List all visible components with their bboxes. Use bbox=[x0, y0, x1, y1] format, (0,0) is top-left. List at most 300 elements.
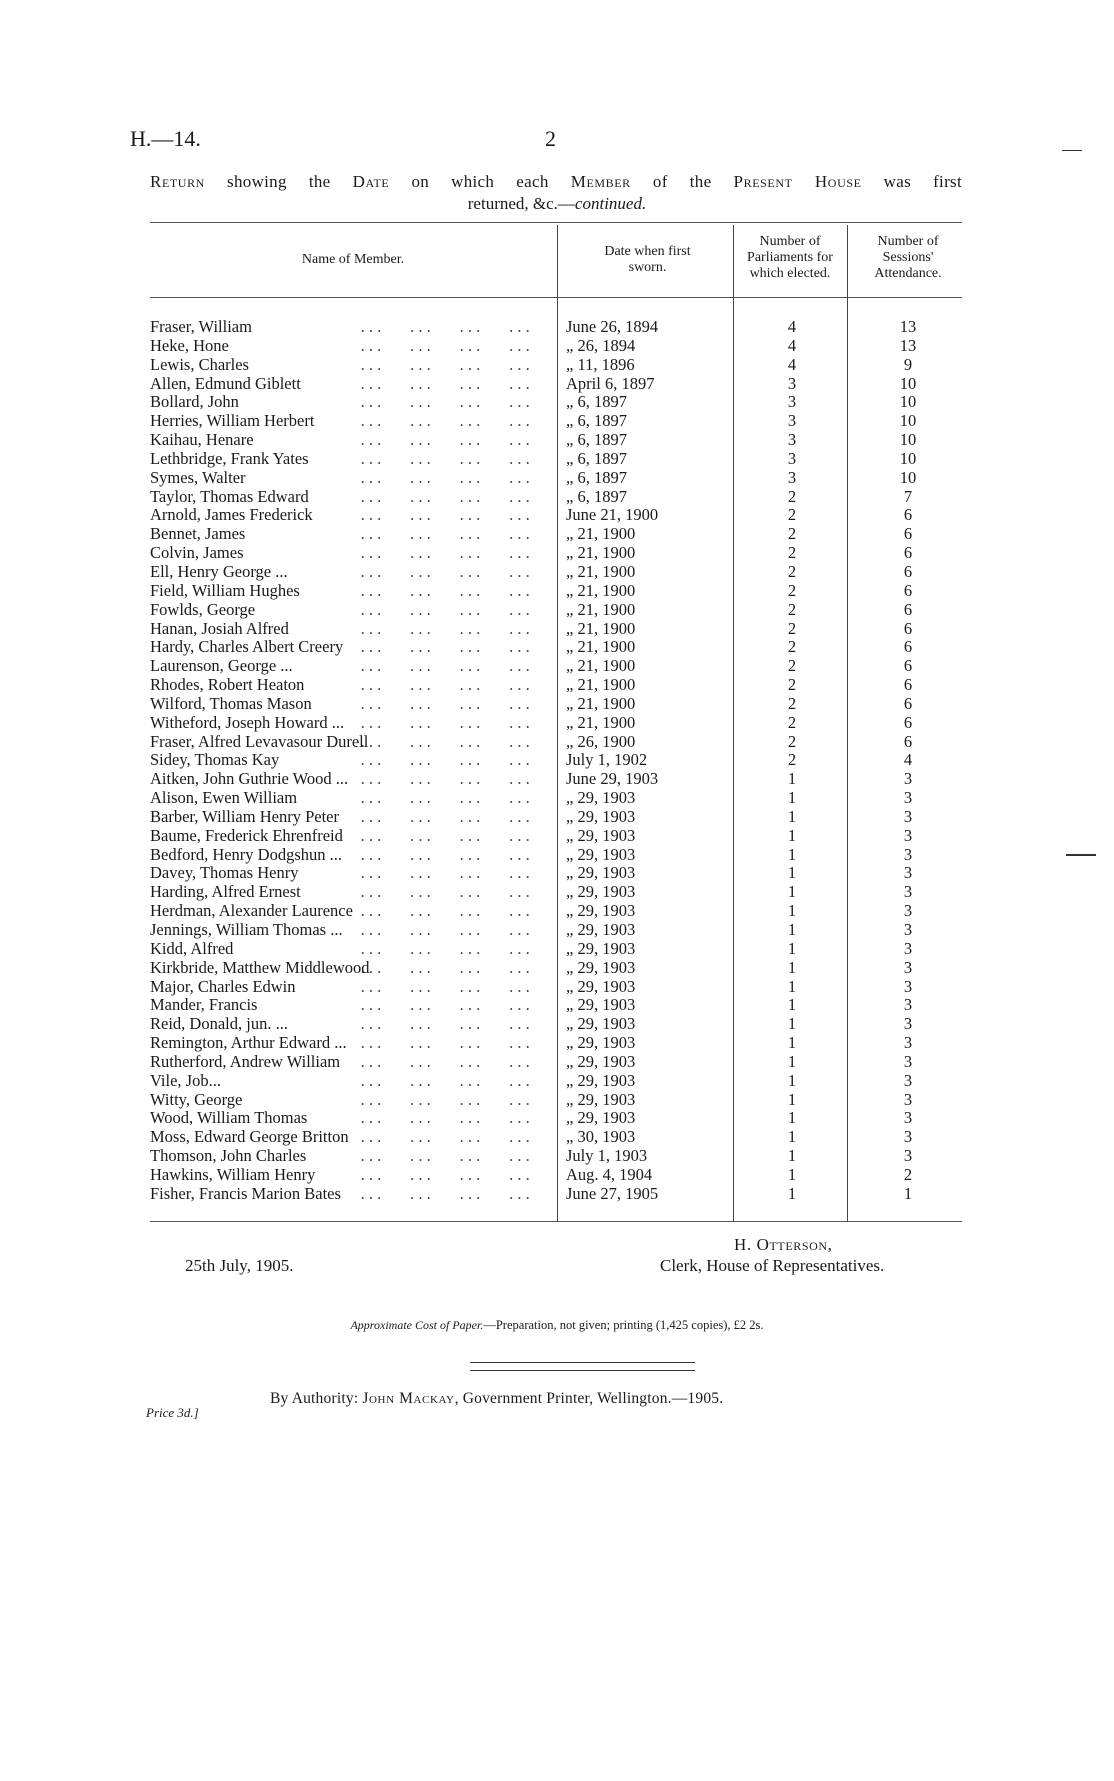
parliaments-count: 2 bbox=[787, 543, 797, 563]
member-name: Fraser, Alfred Levavasour Durell bbox=[150, 731, 369, 751]
parliaments-count: 1 bbox=[787, 995, 797, 1015]
parliaments-count: 1 bbox=[787, 882, 797, 902]
sessions-count: 6 bbox=[903, 637, 913, 657]
date-first-sworn: „ 11, 1896 bbox=[566, 354, 635, 374]
title-continued: continued. bbox=[574, 194, 647, 213]
parliaments-count: 3 bbox=[787, 373, 797, 393]
sessions-count: 6 bbox=[903, 580, 913, 600]
table-row bbox=[0, 751, 1114, 770]
table-row bbox=[0, 488, 1114, 507]
printer-rule-bottom bbox=[470, 1370, 695, 1371]
title-return: Return bbox=[150, 172, 205, 191]
member-name: Reid, Donald, jun. ... bbox=[150, 1014, 288, 1034]
member-name: Lewis, Charles bbox=[150, 354, 249, 374]
leader-dots: . . . . . . . . . . . . bbox=[360, 844, 538, 864]
sessions-count: 3 bbox=[903, 957, 913, 977]
leader-dots: . . . . . . . . . . . . bbox=[360, 656, 538, 676]
parliaments-count: 3 bbox=[787, 430, 797, 450]
parliaments-count: 4 bbox=[787, 317, 797, 336]
sessions-count: 4 bbox=[903, 750, 913, 770]
table-row bbox=[0, 1053, 1114, 1072]
parliaments-count: 1 bbox=[787, 769, 797, 789]
sessions-count: 6 bbox=[903, 675, 913, 695]
member-name: Rutherford, Andrew William bbox=[150, 1051, 341, 1071]
member-name: Symes, Walter bbox=[150, 467, 246, 487]
date-first-sworn: „ 21, 1900 bbox=[566, 618, 636, 638]
signatory-name: H. Otterson, bbox=[734, 1235, 833, 1254]
sessions-count: 10 bbox=[899, 411, 917, 431]
sessions-count: 6 bbox=[903, 599, 913, 619]
cost-text: —Preparation, not given; printing (1,425 copies), £2 2s. bbox=[483, 1318, 764, 1332]
leader-dots: . . . . . . . . . . . . bbox=[360, 957, 538, 977]
parliaments-count: 3 bbox=[787, 392, 797, 412]
member-name: Hanan, Josiah Alfred bbox=[150, 618, 289, 638]
table-row bbox=[0, 846, 1114, 865]
table-row bbox=[0, 996, 1114, 1015]
sessions-count: 3 bbox=[903, 938, 913, 958]
date-first-sworn: „ 21, 1900 bbox=[566, 599, 636, 619]
parliaments-count: 1 bbox=[787, 1014, 797, 1034]
title-present-house: Present House bbox=[733, 172, 862, 191]
parliaments-count: 1 bbox=[787, 863, 797, 883]
sessions-count: 10 bbox=[899, 392, 917, 412]
leader-dots: . . . . . . . . . . . . bbox=[360, 712, 538, 732]
sessions-count: 3 bbox=[903, 1051, 913, 1071]
parliaments-count: 1 bbox=[787, 825, 797, 845]
parliaments-count: 2 bbox=[787, 731, 797, 751]
member-name: Ell, Henry George ... bbox=[150, 561, 288, 581]
date-first-sworn: „ 21, 1900 bbox=[566, 524, 636, 544]
parliaments-count: 4 bbox=[787, 335, 797, 355]
date-first-sworn: „ 29, 1903 bbox=[566, 844, 636, 864]
member-name: Remington, Arthur Edward ... bbox=[150, 1033, 347, 1053]
parliaments-count: 1 bbox=[787, 1183, 797, 1203]
parliaments-count: 2 bbox=[787, 693, 797, 713]
date-first-sworn: „ 6, 1897 bbox=[566, 430, 627, 450]
sessions-count: 3 bbox=[903, 901, 913, 921]
parliaments-count: 1 bbox=[787, 1089, 797, 1109]
scan-mark bbox=[1066, 854, 1096, 856]
date-first-sworn: „ 29, 1903 bbox=[566, 1089, 636, 1109]
leader-dots: . . . . . . . . . . . . bbox=[360, 467, 538, 487]
table-row bbox=[0, 695, 1114, 714]
parliaments-count: 3 bbox=[787, 411, 797, 431]
leader-dots: . . . . . . . . . . . . bbox=[360, 882, 538, 902]
column-header-parliaments: Number of Parliaments for which elected. bbox=[747, 234, 833, 281]
member-name: Taylor, Thomas Edward bbox=[150, 486, 309, 506]
sessions-count: 3 bbox=[903, 920, 913, 939]
leader-dots: . . . . . . . . . . . . bbox=[360, 825, 538, 845]
leader-dots: . . . . . . . . . . . . bbox=[360, 1146, 538, 1166]
authority-prefix: By Authority: bbox=[270, 1390, 359, 1407]
leader-dots: . . . . . . . . . . . . bbox=[360, 317, 538, 336]
sessions-count: 1 bbox=[903, 1183, 913, 1203]
table-row bbox=[0, 450, 1114, 469]
leader-dots: . . . . . . . . . . . . bbox=[360, 637, 538, 657]
sessions-count: 6 bbox=[903, 731, 913, 751]
date-first-sworn: „ 30, 1903 bbox=[566, 1127, 636, 1147]
table-row bbox=[0, 1072, 1114, 1091]
member-name: Sidey, Thomas Kay bbox=[150, 750, 280, 770]
parliaments-count: 1 bbox=[787, 901, 797, 921]
sessions-count: 10 bbox=[899, 448, 917, 468]
table-row bbox=[0, 563, 1114, 582]
parliaments-count: 1 bbox=[787, 1033, 797, 1053]
table-row bbox=[0, 733, 1114, 752]
signatory-title: Clerk, House of Representatives. bbox=[660, 1256, 885, 1275]
date-first-sworn: June 21, 1900 bbox=[566, 505, 659, 525]
date-first-sworn: June 27, 1905 bbox=[566, 1183, 659, 1203]
leader-dots: . . . . . . . . . . . . bbox=[360, 599, 538, 619]
date-first-sworn: „ 21, 1900 bbox=[566, 656, 636, 676]
date-first-sworn: „ 29, 1903 bbox=[566, 863, 636, 883]
table-row bbox=[0, 770, 1114, 789]
date-first-sworn: „ 29, 1903 bbox=[566, 1108, 636, 1128]
member-table-body bbox=[0, 318, 1114, 1204]
sessions-count: 3 bbox=[903, 844, 913, 864]
leader-dots: . . . . . . . . . . . . bbox=[360, 430, 538, 450]
parliaments-count: 1 bbox=[787, 1070, 797, 1090]
sessions-count: 9 bbox=[903, 354, 913, 374]
date-first-sworn: June 26, 1894 bbox=[566, 317, 659, 336]
parliaments-count: 3 bbox=[787, 467, 797, 487]
table-row bbox=[0, 1109, 1114, 1128]
leader-dots: . . . . . . . . . . . . bbox=[360, 901, 538, 921]
leader-dots: . . . . . . . . . . . . bbox=[360, 920, 538, 939]
sessions-count: 2 bbox=[903, 1164, 913, 1184]
sessions-count: 3 bbox=[903, 1108, 913, 1128]
member-name: Baume, Frederick Ehrenfreid bbox=[150, 825, 343, 845]
member-name: Thomson, John Charles bbox=[150, 1146, 307, 1166]
date-first-sworn: „ 6, 1897 bbox=[566, 411, 627, 431]
footer-rule bbox=[150, 1221, 962, 1222]
parliaments-count: 3 bbox=[787, 448, 797, 468]
sessions-count: 6 bbox=[903, 712, 913, 732]
date-first-sworn: „ 29, 1903 bbox=[566, 788, 636, 808]
table-row bbox=[0, 638, 1114, 657]
column-header-date: Date when first sworn. bbox=[604, 244, 691, 275]
date-first-sworn: July 1, 1902 bbox=[566, 750, 648, 770]
leader-dots: . . . . . . . . . . . . bbox=[360, 863, 538, 883]
table-row bbox=[0, 506, 1114, 525]
leader-dots: . . . . . . . . . . . . bbox=[360, 543, 538, 563]
table-row bbox=[0, 808, 1114, 827]
sessions-count: 3 bbox=[903, 769, 913, 789]
sessions-count: 3 bbox=[903, 1146, 913, 1166]
member-name: Witheford, Joseph Howard ... bbox=[150, 712, 345, 732]
date-first-sworn: „ 29, 1903 bbox=[566, 1070, 636, 1090]
parliaments-count: 1 bbox=[787, 1127, 797, 1147]
parliaments-count: 2 bbox=[787, 561, 797, 581]
member-name: Aitken, John Guthrie Wood ... bbox=[150, 769, 349, 789]
date-first-sworn: „ 21, 1900 bbox=[566, 693, 636, 713]
leader-dots: . . . . . . . . . . . . bbox=[360, 693, 538, 713]
leader-dots: . . . . . . . . . . . . bbox=[360, 1089, 538, 1109]
member-name: Herries, William Herbert bbox=[150, 411, 315, 431]
parliaments-count: 1 bbox=[787, 806, 797, 826]
parliaments-count: 2 bbox=[787, 675, 797, 695]
date-first-sworn: „ 29, 1903 bbox=[566, 825, 636, 845]
table-row bbox=[0, 864, 1114, 883]
parliaments-count: 2 bbox=[787, 524, 797, 544]
table-row bbox=[0, 1034, 1114, 1053]
parliaments-count: 2 bbox=[787, 618, 797, 638]
table-row bbox=[0, 431, 1114, 450]
leader-dots: . . . . . . . . . . . . bbox=[360, 1127, 538, 1147]
title-date: Date bbox=[352, 172, 390, 191]
date-first-sworn: July 1, 1903 bbox=[566, 1146, 648, 1166]
date-first-sworn: „ 29, 1903 bbox=[566, 957, 636, 977]
member-name: Arnold, James Frederick bbox=[150, 505, 313, 525]
leader-dots: . . . . . . . . . . . . bbox=[360, 1014, 538, 1034]
date-first-sworn: „ 21, 1900 bbox=[566, 543, 636, 563]
member-name: Alison, Ewen William bbox=[150, 788, 298, 808]
member-name: Witty, George bbox=[150, 1089, 243, 1109]
sessions-count: 13 bbox=[899, 317, 917, 336]
date-first-sworn: „ 29, 1903 bbox=[566, 806, 636, 826]
sessions-count: 3 bbox=[903, 1070, 913, 1090]
member-name: Herdman, Alexander Laurence bbox=[150, 901, 353, 921]
member-name: Hawkins, William Henry bbox=[150, 1164, 316, 1184]
parliaments-count: 2 bbox=[787, 712, 797, 732]
member-name: Heke, Hone bbox=[150, 335, 229, 355]
leader-dots: . . . . . . . . . . . . bbox=[360, 976, 538, 996]
leader-dots: . . . . . . . . . . . . bbox=[360, 618, 538, 638]
column-header-name: Name of Member. bbox=[301, 252, 405, 267]
table-row bbox=[0, 393, 1114, 412]
member-name: Wood, William Thomas bbox=[150, 1108, 308, 1128]
member-name: Rhodes, Robert Heaton bbox=[150, 675, 305, 695]
member-name: Colvin, James bbox=[150, 543, 244, 563]
member-name: Jennings, William Thomas ... bbox=[150, 920, 343, 939]
table-row bbox=[0, 356, 1114, 375]
leader-dots: . . . . . . . . . . . . bbox=[360, 1070, 538, 1090]
authority-suffix: , Government Printer, Wellington.—1905. bbox=[454, 1390, 724, 1407]
parliaments-count: 1 bbox=[787, 1164, 797, 1184]
sessions-count: 6 bbox=[903, 561, 913, 581]
table-row bbox=[0, 714, 1114, 733]
date-first-sworn: „ 29, 1903 bbox=[566, 1014, 636, 1034]
table-row bbox=[0, 1185, 1114, 1204]
date-first-sworn: „ 6, 1897 bbox=[566, 448, 627, 468]
table-row bbox=[0, 789, 1114, 808]
parliaments-count: 2 bbox=[787, 637, 797, 657]
parliaments-count: 1 bbox=[787, 844, 797, 864]
leader-dots: . . . . . . . . . . . . bbox=[360, 335, 538, 355]
table-title-line2 bbox=[0, 194, 1114, 214]
table-row bbox=[0, 1147, 1114, 1166]
member-name: Fowlds, George bbox=[150, 599, 256, 619]
parliaments-count: 1 bbox=[787, 957, 797, 977]
parliaments-count: 1 bbox=[787, 1146, 797, 1166]
date-first-sworn: „ 21, 1900 bbox=[566, 580, 636, 600]
member-name: Field, William Hughes bbox=[150, 580, 300, 600]
member-name: Barber, William Henry Peter bbox=[150, 806, 339, 826]
sessions-count: 7 bbox=[903, 486, 913, 506]
table-row bbox=[0, 582, 1114, 601]
date-first-sworn: „ 6, 1897 bbox=[566, 392, 627, 412]
sessions-count: 3 bbox=[903, 1033, 913, 1053]
date-first-sworn: „ 26, 1900 bbox=[566, 731, 636, 751]
member-name: Hardy, Charles Albert Creery bbox=[150, 637, 344, 657]
leader-dots: . . . . . . . . . . . . bbox=[360, 1108, 538, 1128]
sessions-count: 3 bbox=[903, 882, 913, 902]
member-name: Bedford, Henry Dodgshun ... bbox=[150, 844, 343, 864]
member-name: Bennet, James bbox=[150, 524, 246, 544]
table-row bbox=[0, 1091, 1114, 1110]
title-showing: showing the bbox=[227, 172, 331, 191]
table-row bbox=[0, 469, 1114, 488]
sessions-count: 3 bbox=[903, 825, 913, 845]
sessions-count: 3 bbox=[903, 1127, 913, 1147]
table-row bbox=[0, 827, 1114, 846]
leader-dots: . . . . . . . . . . . . bbox=[360, 731, 538, 751]
leader-dots: . . . . . . . . . . . . bbox=[360, 1183, 538, 1203]
table-row bbox=[0, 337, 1114, 356]
table-top-rule bbox=[150, 222, 962, 223]
date-first-sworn: „ 21, 1900 bbox=[566, 637, 636, 657]
date-first-sworn: „ 21, 1900 bbox=[566, 675, 636, 695]
leader-dots: . . . . . . . . . . . . bbox=[360, 1164, 538, 1184]
sessions-count: 3 bbox=[903, 806, 913, 826]
leader-dots: . . . . . . . . . . . . bbox=[360, 750, 538, 770]
table-row bbox=[0, 940, 1114, 959]
member-name: Harding, Alfred Ernest bbox=[150, 882, 301, 902]
date-first-sworn: June 29, 1903 bbox=[566, 769, 659, 789]
title-member: Member bbox=[570, 172, 631, 191]
table-header-rule bbox=[150, 297, 962, 298]
leader-dots: . . . . . . . . . . . . bbox=[360, 411, 538, 431]
sessions-count: 3 bbox=[903, 788, 913, 808]
date-first-sworn: „ 26, 1894 bbox=[566, 335, 636, 355]
cost-of-paper bbox=[0, 1318, 1114, 1333]
table-row bbox=[0, 676, 1114, 695]
printer-rule-top bbox=[470, 1362, 695, 1363]
price: Price 3d.] bbox=[146, 1405, 199, 1420]
table-row bbox=[0, 921, 1114, 940]
sessions-count: 6 bbox=[903, 656, 913, 676]
table-row bbox=[0, 657, 1114, 676]
parliaments-count: 1 bbox=[787, 1051, 797, 1071]
sessions-count: 3 bbox=[903, 863, 913, 883]
sessions-count: 6 bbox=[903, 524, 913, 544]
table-row bbox=[0, 902, 1114, 921]
parliaments-count: 1 bbox=[787, 938, 797, 958]
date-first-sworn: „ 21, 1900 bbox=[566, 712, 636, 732]
member-name: Laurenson, George ... bbox=[150, 656, 293, 676]
leader-dots: . . . . . . . . . . . . bbox=[360, 524, 538, 544]
date-first-sworn: „ 29, 1903 bbox=[566, 920, 636, 939]
leader-dots: . . . . . . . . . . . . bbox=[360, 769, 538, 789]
date-first-sworn: „ 29, 1903 bbox=[566, 938, 636, 958]
table-row bbox=[0, 959, 1114, 978]
leader-dots: . . . . . . . . . . . . bbox=[360, 561, 538, 581]
date-first-sworn: „ 29, 1903 bbox=[566, 901, 636, 921]
sessions-count: 6 bbox=[903, 693, 913, 713]
member-name: Wilford, Thomas Mason bbox=[150, 693, 312, 713]
date-first-sworn: „ 29, 1903 bbox=[566, 976, 636, 996]
title-of-the: of the bbox=[652, 172, 712, 191]
member-name: Kaihau, Henare bbox=[150, 430, 254, 450]
sessions-count: 10 bbox=[899, 467, 917, 487]
table-row bbox=[0, 375, 1114, 394]
table-row bbox=[0, 544, 1114, 563]
parliaments-count: 1 bbox=[787, 976, 797, 996]
table-row bbox=[0, 601, 1114, 620]
sessions-count: 6 bbox=[903, 543, 913, 563]
member-name: Major, Charles Edwin bbox=[150, 976, 296, 996]
leader-dots: . . . . . . . . . . . . bbox=[360, 675, 538, 695]
parliaments-count: 4 bbox=[787, 354, 797, 374]
parliaments-count: 2 bbox=[787, 656, 797, 676]
title-on-which: on which each bbox=[411, 172, 549, 191]
date-first-sworn: „ 6, 1897 bbox=[566, 486, 627, 506]
scan-mark bbox=[1062, 150, 1082, 151]
cost-label: Approximate Cost of Paper. bbox=[350, 1318, 484, 1332]
date-first-sworn: „ 21, 1900 bbox=[566, 561, 636, 581]
table-row bbox=[0, 1128, 1114, 1147]
table-row bbox=[0, 1015, 1114, 1034]
date-first-sworn: „ 29, 1903 bbox=[566, 882, 636, 902]
member-name: Mander, Francis bbox=[150, 995, 258, 1015]
table-row bbox=[0, 620, 1114, 639]
sessions-count: 3 bbox=[903, 1089, 913, 1109]
member-name: Lethbridge, Frank Yates bbox=[150, 448, 309, 468]
leader-dots: . . . . . . . . . . . . bbox=[360, 806, 538, 826]
table-title bbox=[150, 172, 962, 192]
sessions-count: 6 bbox=[903, 505, 913, 525]
member-name: Kidd, Alfred bbox=[150, 938, 234, 958]
leader-dots: . . . . . . . . . . . . bbox=[360, 392, 538, 412]
column-header-sessions: Number of Sessions' Attendance. bbox=[874, 234, 942, 281]
date-first-sworn: „ 29, 1903 bbox=[566, 1033, 636, 1053]
member-name: Moss, Edward George Britton bbox=[150, 1127, 349, 1147]
leader-dots: . . . . . . . . . . . . bbox=[360, 788, 538, 808]
document-reference: H.—14. bbox=[130, 126, 201, 151]
table-row bbox=[0, 525, 1114, 544]
leader-dots: . . . . . . . . . . . . bbox=[360, 373, 538, 393]
leader-dots: . . . . . . . . . . . . bbox=[360, 505, 538, 525]
return-date: 25th July, 1905. bbox=[185, 1256, 294, 1275]
table-row bbox=[0, 318, 1114, 337]
leader-dots: . . . . . . . . . . . . bbox=[360, 938, 538, 958]
parliaments-count: 2 bbox=[787, 750, 797, 770]
date-first-sworn: „ 29, 1903 bbox=[566, 995, 636, 1015]
leader-dots: . . . . . . . . . . . . bbox=[360, 354, 538, 374]
page-number: 2 bbox=[545, 126, 556, 151]
leader-dots: . . . . . . . . . . . . bbox=[360, 1033, 538, 1053]
member-name: Fisher, Francis Marion Bates bbox=[150, 1183, 341, 1203]
parliaments-count: 2 bbox=[787, 580, 797, 600]
table-row bbox=[0, 883, 1114, 902]
leader-dots: . . . . . . . . . . . . bbox=[360, 580, 538, 600]
leader-dots: . . . . . . . . . . . . bbox=[360, 1051, 538, 1071]
leader-dots: . . . . . . . . . . . . bbox=[360, 448, 538, 468]
date-first-sworn: Aug. 4, 1904 bbox=[566, 1164, 653, 1184]
table-row bbox=[0, 1166, 1114, 1185]
leader-dots: . . . . . . . . . . . . bbox=[360, 995, 538, 1015]
parliaments-count: 2 bbox=[787, 505, 797, 525]
sessions-count: 6 bbox=[903, 618, 913, 638]
parliaments-count: 2 bbox=[787, 486, 797, 506]
leader-dots: . . . . . . . . . . . . bbox=[360, 486, 538, 506]
parliaments-count: 1 bbox=[787, 1108, 797, 1128]
member-name: Fraser, William bbox=[150, 317, 252, 336]
sessions-count: 10 bbox=[899, 373, 917, 393]
date-first-sworn: April 6, 1897 bbox=[566, 373, 655, 393]
member-name: Vile, Job... bbox=[150, 1070, 221, 1090]
member-name: Allen, Edmund Giblett bbox=[150, 373, 301, 393]
